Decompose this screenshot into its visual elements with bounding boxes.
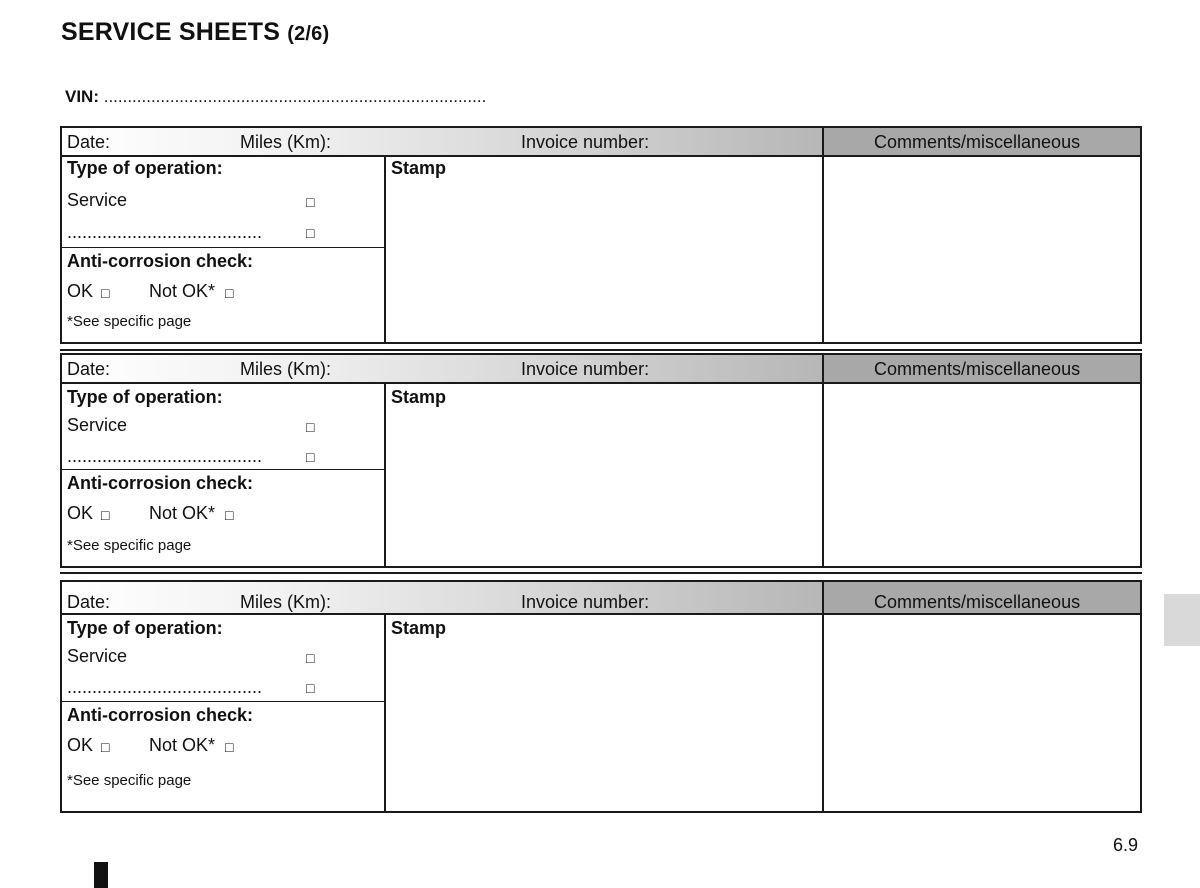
service-sheet-2 <box>60 353 1142 568</box>
service-sheet-1 <box>60 126 1142 344</box>
ok-checkbox[interactable]: □ <box>101 285 110 301</box>
page-part-indicator: (2/6) <box>287 23 330 45</box>
other-operation-checkbox[interactable]: □ <box>306 225 315 241</box>
other-operation-checkbox[interactable]: □ <box>306 680 315 696</box>
miles-label: Miles (Km): <box>240 592 331 612</box>
anti-corrosion-label: Anti-corrosion check: <box>67 251 254 271</box>
sheet-header-row <box>62 582 1140 615</box>
type-of-operation-label: Type of operation: <box>67 618 223 638</box>
ok-label: OK <box>67 735 94 755</box>
ok-checkbox[interactable]: □ <box>101 507 110 523</box>
column-divider <box>384 155 386 342</box>
not-ok-label: Not OK* <box>149 735 216 755</box>
stamp-label: Stamp <box>391 618 447 638</box>
service-label: Service <box>67 415 128 435</box>
comments-label: Comments/miscellaneous <box>874 592 1081 612</box>
not-ok-checkbox[interactable]: □ <box>225 739 234 755</box>
comments-header-cell <box>822 128 1140 155</box>
type-of-operation-label: Type of operation: <box>67 387 223 407</box>
footnote-text: *See specific page <box>67 313 192 330</box>
comments-header-cell <box>822 355 1140 382</box>
not-ok-label: Not OK* <box>149 503 216 523</box>
anti-corrosion-label: Anti-corrosion check: <box>67 705 254 725</box>
service-sheet-3 <box>60 580 1142 813</box>
column-divider <box>822 155 824 342</box>
ok-label: OK <box>67 281 94 301</box>
invoice-label: Invoice number: <box>521 359 650 379</box>
sheet-separator <box>60 572 1142 574</box>
stamp-label: Stamp <box>391 387 447 407</box>
comments-label: Comments/miscellaneous <box>874 359 1081 379</box>
vin-field[interactable] <box>65 87 486 107</box>
ok-checkbox[interactable]: □ <box>101 739 110 755</box>
not-ok-label: Not OK* <box>149 281 216 301</box>
date-label: Date: <box>67 592 111 612</box>
sheet-separator <box>60 349 1142 351</box>
miles-label: Miles (Km): <box>240 132 331 152</box>
other-operation-blank[interactable]: ....................................... <box>67 446 263 466</box>
type-of-operation-label: Type of operation: <box>67 158 223 178</box>
invoice-label: Invoice number: <box>521 132 650 152</box>
anti-corrosion-label: Anti-corrosion check: <box>67 473 254 493</box>
service-checkbox[interactable]: □ <box>306 194 315 210</box>
service-label: Service <box>67 190 128 210</box>
row-divider <box>62 469 384 470</box>
service-label: Service <box>67 646 128 666</box>
other-operation-blank[interactable]: ....................................... <box>67 677 263 697</box>
row-divider <box>62 247 384 248</box>
other-operation-blank[interactable]: ....................................... <box>67 222 263 242</box>
date-label: Date: <box>67 132 111 152</box>
service-checkbox[interactable]: □ <box>306 419 315 435</box>
not-ok-checkbox[interactable]: □ <box>225 285 234 301</box>
column-divider <box>384 613 386 811</box>
column-divider <box>822 613 824 811</box>
other-operation-checkbox[interactable]: □ <box>306 449 315 465</box>
service-checkbox[interactable]: □ <box>306 650 315 666</box>
stamp-label: Stamp <box>391 158 447 178</box>
invoice-label: Invoice number: <box>521 592 650 612</box>
page-title-text: SERVICE SHEETS <box>61 18 281 46</box>
vin-dotted-line: ................................................................................. <box>99 87 487 106</box>
sheet-header-row <box>62 355 1140 384</box>
sheet-header-row <box>62 128 1140 157</box>
column-divider <box>822 382 824 566</box>
row-divider <box>62 701 384 702</box>
ok-label: OK <box>67 503 94 523</box>
page-number: 6.9 <box>1113 835 1139 855</box>
miles-label: Miles (Km): <box>240 359 331 379</box>
footnote-text: *See specific page <box>67 537 192 554</box>
chapter-thumb-tab <box>1164 594 1200 646</box>
comments-header-cell <box>822 582 1140 613</box>
footnote-text: *See specific page <box>67 772 192 789</box>
vin-label: VIN: <box>65 87 99 106</box>
page-edge-mark <box>94 862 108 888</box>
column-divider <box>384 382 386 566</box>
page-title <box>61 18 329 47</box>
comments-label: Comments/miscellaneous <box>874 132 1081 152</box>
date-label: Date: <box>67 359 111 379</box>
not-ok-checkbox[interactable]: □ <box>225 507 234 523</box>
